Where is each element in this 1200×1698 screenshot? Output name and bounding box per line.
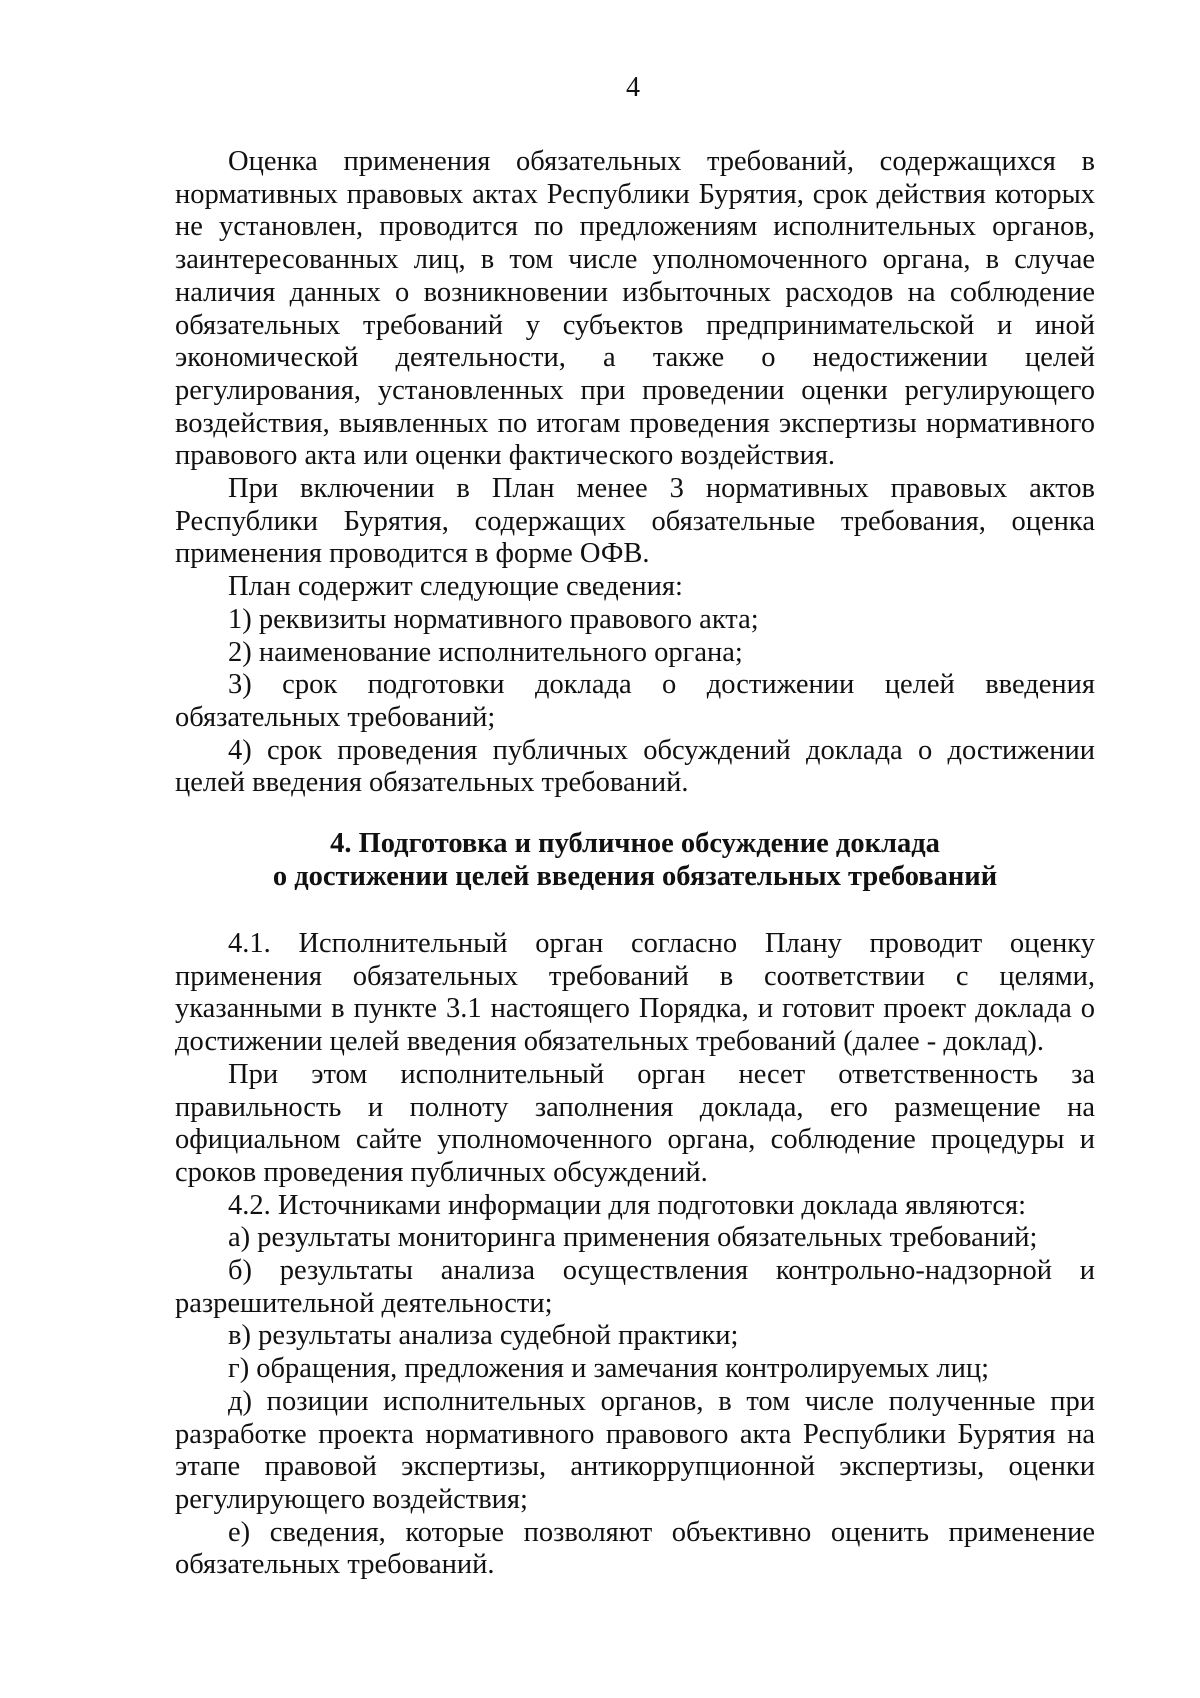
list-item: г) обращения, предложения и замечания контролируемых лиц; <box>228 1353 990 1385</box>
list-item: в) результаты анализа судебной практики; <box>228 1320 739 1352</box>
section-heading-line-1: 4. Подготовка и публичное обсуждение доклада <box>330 828 940 859</box>
section-heading <box>175 828 1095 893</box>
paragraph: План содержит следующие сведения: <box>228 571 683 603</box>
list-item: а) результаты мониторинга применения обязательных требований; <box>228 1222 1038 1254</box>
list-item: 1) реквизиты нормативного правового акта; <box>228 603 759 635</box>
list-item: 2) наименование исполнительного органа; <box>228 636 743 668</box>
list-item: д) позиции исполнительных органов, в том числе полученные при разработке проекта нормативного правового акта Республики Бурятия на этапе правовой экспертизы, антикоррупционной экспертизы, оценки регулирующего воздействия; <box>175 1385 1095 1515</box>
list-item: е) сведения, которые позволяют объективно оценить применение обязательных требований. <box>175 1516 1095 1581</box>
section-heading-line-2: о достижении целей введения обязательных требований <box>272 860 998 892</box>
list-item: б) результаты анализа осуществления контрольно-надзорной и разрешительной деятельности; <box>175 1255 1095 1319</box>
page-number: 4 <box>626 72 640 103</box>
paragraph: При этом исполнительный орган несет ответственность за правильность и полноту заполнения доклада, его размещение на официальном сайте уполномоченного органа, соблюдение процедуры и сроков проведения публичных обсуждений. <box>175 1058 1095 1188</box>
paragraph: Оценка применения обязательных требований, содержащихся в нормативных правовых актах Республики Бурятия, срок действия которых не установлен, проводится по предложениям исполнительных органов, заинтересованных лиц, в том числе уполномоченного органа, в случае наличия данных о возникновении избыточных расходов на соблюдение обязательных требований у субъектов предпринимательской и иной экономической деятельности, а также о недостижении целей регулирования, установленных при проведении оценки регулирующего воздействия, выявленных по итогам проведения экспертизы нормативного правового акта или оценки фактического воздействия. <box>175 146 1095 472</box>
paragraph: При включении в План менее 3 нормативных правовых актов Республики Бурятия, содержащих обязательные требования, оценка применения проводится в форме ОФВ. <box>175 473 1095 570</box>
list-item: 3) срок подготовки доклада о достижении целей введения обязательных требований; <box>175 669 1095 733</box>
section-3-continuation <box>175 146 1095 800</box>
section-4-body <box>175 928 1095 1582</box>
paragraph: 4.2. Источниками информации для подготовки доклада являются: <box>228 1189 1027 1221</box>
list-item: 4) срок проведения публичных обсуждений доклада о достижении целей введения обязательных требований. <box>175 734 1095 799</box>
paragraph: 4.1. Исполнительный орган согласно Плану проводит оценку применения обязательных требований в соответствии с целями, указанными в пункте 3.1 настоящего Порядка, и готовит проект доклада о достижении целей введения обязательных требований (далее - доклад). <box>175 928 1095 1058</box>
